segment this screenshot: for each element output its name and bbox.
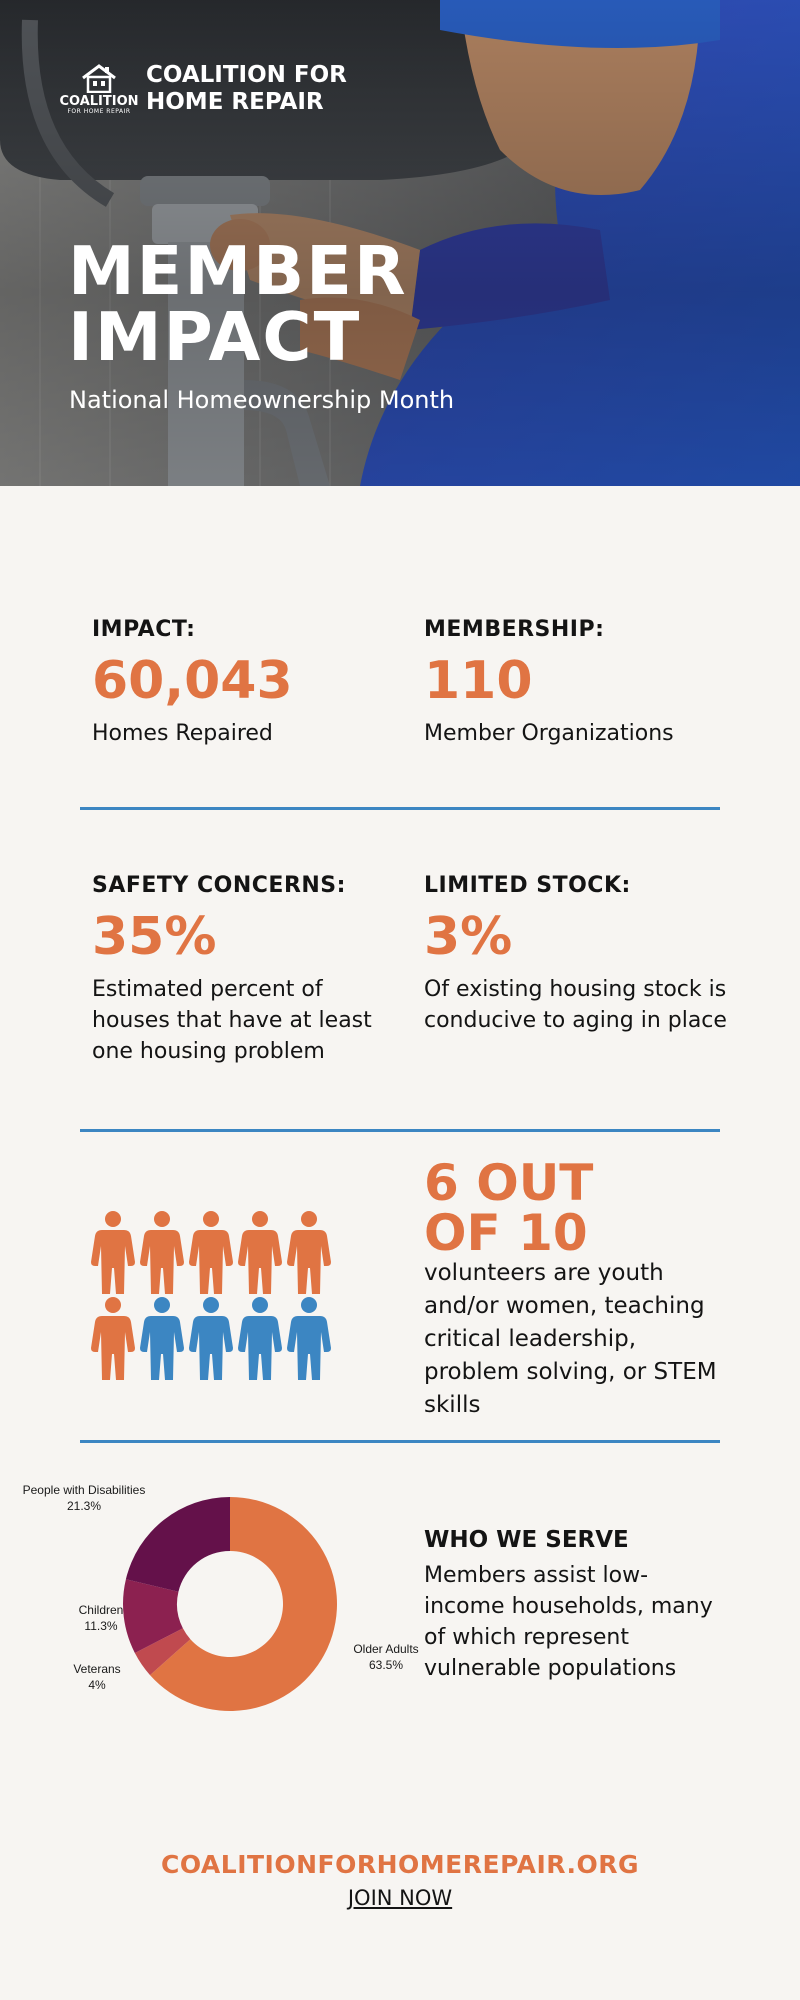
person-icon xyxy=(139,1296,185,1382)
org-name-line1: COALITION FOR xyxy=(146,62,347,88)
membership-label: MEMBERSHIP: xyxy=(424,617,605,642)
stock-value: 3% xyxy=(424,907,513,967)
person-icon xyxy=(286,1296,332,1382)
chart-label-older-adults-name: Older Adults xyxy=(353,1642,419,1656)
person-icon xyxy=(286,1210,332,1296)
website-link[interactable]: COALITIONFORHOMEREPAIR.ORG xyxy=(161,1850,639,1879)
person-icon xyxy=(90,1296,136,1382)
impact-value: 60,043 xyxy=(92,651,293,711)
logo-mark-text: COALITION xyxy=(59,93,139,109)
chart-label-disabilities-name: People with Disabilities xyxy=(22,1483,146,1497)
house-icon xyxy=(79,63,119,93)
membership-value: 110 xyxy=(424,651,533,711)
logo-mark xyxy=(60,63,138,116)
join-now-link[interactable]: JOIN NOW xyxy=(347,1886,453,1910)
hero-banner xyxy=(0,0,800,486)
org-name-line2: HOME REPAIR xyxy=(146,89,324,115)
person-icon xyxy=(237,1296,283,1382)
chart-label-older-adults xyxy=(344,1641,428,1673)
safety-value: 35% xyxy=(92,907,217,967)
person-icon xyxy=(188,1296,234,1382)
chart-label-children xyxy=(66,1602,136,1634)
chart-label-veterans xyxy=(62,1661,132,1693)
section-divider xyxy=(80,1129,720,1132)
membership-description: Member Organizations xyxy=(424,721,674,746)
safety-description: Estimated percent of houses that have at least one housing problem xyxy=(92,977,372,1064)
impact-stat xyxy=(92,617,402,749)
impact-label: IMPACT: xyxy=(92,617,196,642)
volunteers-headline xyxy=(424,1154,594,1262)
org-name xyxy=(146,62,347,116)
page-title xyxy=(68,232,408,376)
person-icon xyxy=(237,1210,283,1296)
join-now-wrapper xyxy=(0,1886,800,1910)
section-divider xyxy=(80,807,720,810)
volunteers-description: volunteers are youth and/or women, teaching critical leadership, problem solving, or STEM skills xyxy=(424,1260,717,1418)
chart-label-children-value: 11.3% xyxy=(84,1619,118,1633)
volunteers-headline-line1: 6 OUT xyxy=(424,1154,594,1212)
person-icon xyxy=(139,1210,185,1296)
page-subtitle: National Homeownership Month xyxy=(69,386,455,414)
stock-stat xyxy=(424,873,734,1036)
chart-label-children-name: Children xyxy=(78,1603,124,1617)
membership-stat xyxy=(424,617,734,749)
safety-label: SAFETY CONCERNS: xyxy=(92,873,346,898)
chart-label-disabilities xyxy=(14,1482,154,1514)
chart-label-veterans-value: 4% xyxy=(88,1678,106,1692)
who-we-serve-chart xyxy=(0,1440,440,1720)
person-icon xyxy=(188,1210,234,1296)
chart-label-disabilities-value: 21.3% xyxy=(66,1499,102,1513)
impact-description: Homes Repaired xyxy=(92,721,273,746)
page-title-line1: MEMBER xyxy=(68,232,408,310)
chart-label-older-adults-value: 63.5% xyxy=(368,1658,404,1672)
stock-description: Of existing housing stock is conducive to aging in place xyxy=(424,977,727,1033)
chart-label-veterans-name: Veterans xyxy=(73,1662,121,1676)
safety-stat xyxy=(92,873,402,1067)
stock-label: LIMITED STOCK: xyxy=(424,873,631,898)
logo[interactable] xyxy=(60,62,347,116)
person-icon xyxy=(90,1210,136,1296)
page-title-line2: IMPACT xyxy=(68,298,362,376)
volunteers-headline-line2: OF 10 xyxy=(424,1204,588,1262)
volunteer-pictogram xyxy=(90,1210,340,1390)
logo-mark-subtext: FOR HOME REPAIR xyxy=(67,107,131,115)
who-we-serve-title: WHO WE SERVE xyxy=(424,1527,629,1553)
who-we-serve-description: Members assist low-income households, many of which represent vulnerable populations xyxy=(424,1563,713,1681)
